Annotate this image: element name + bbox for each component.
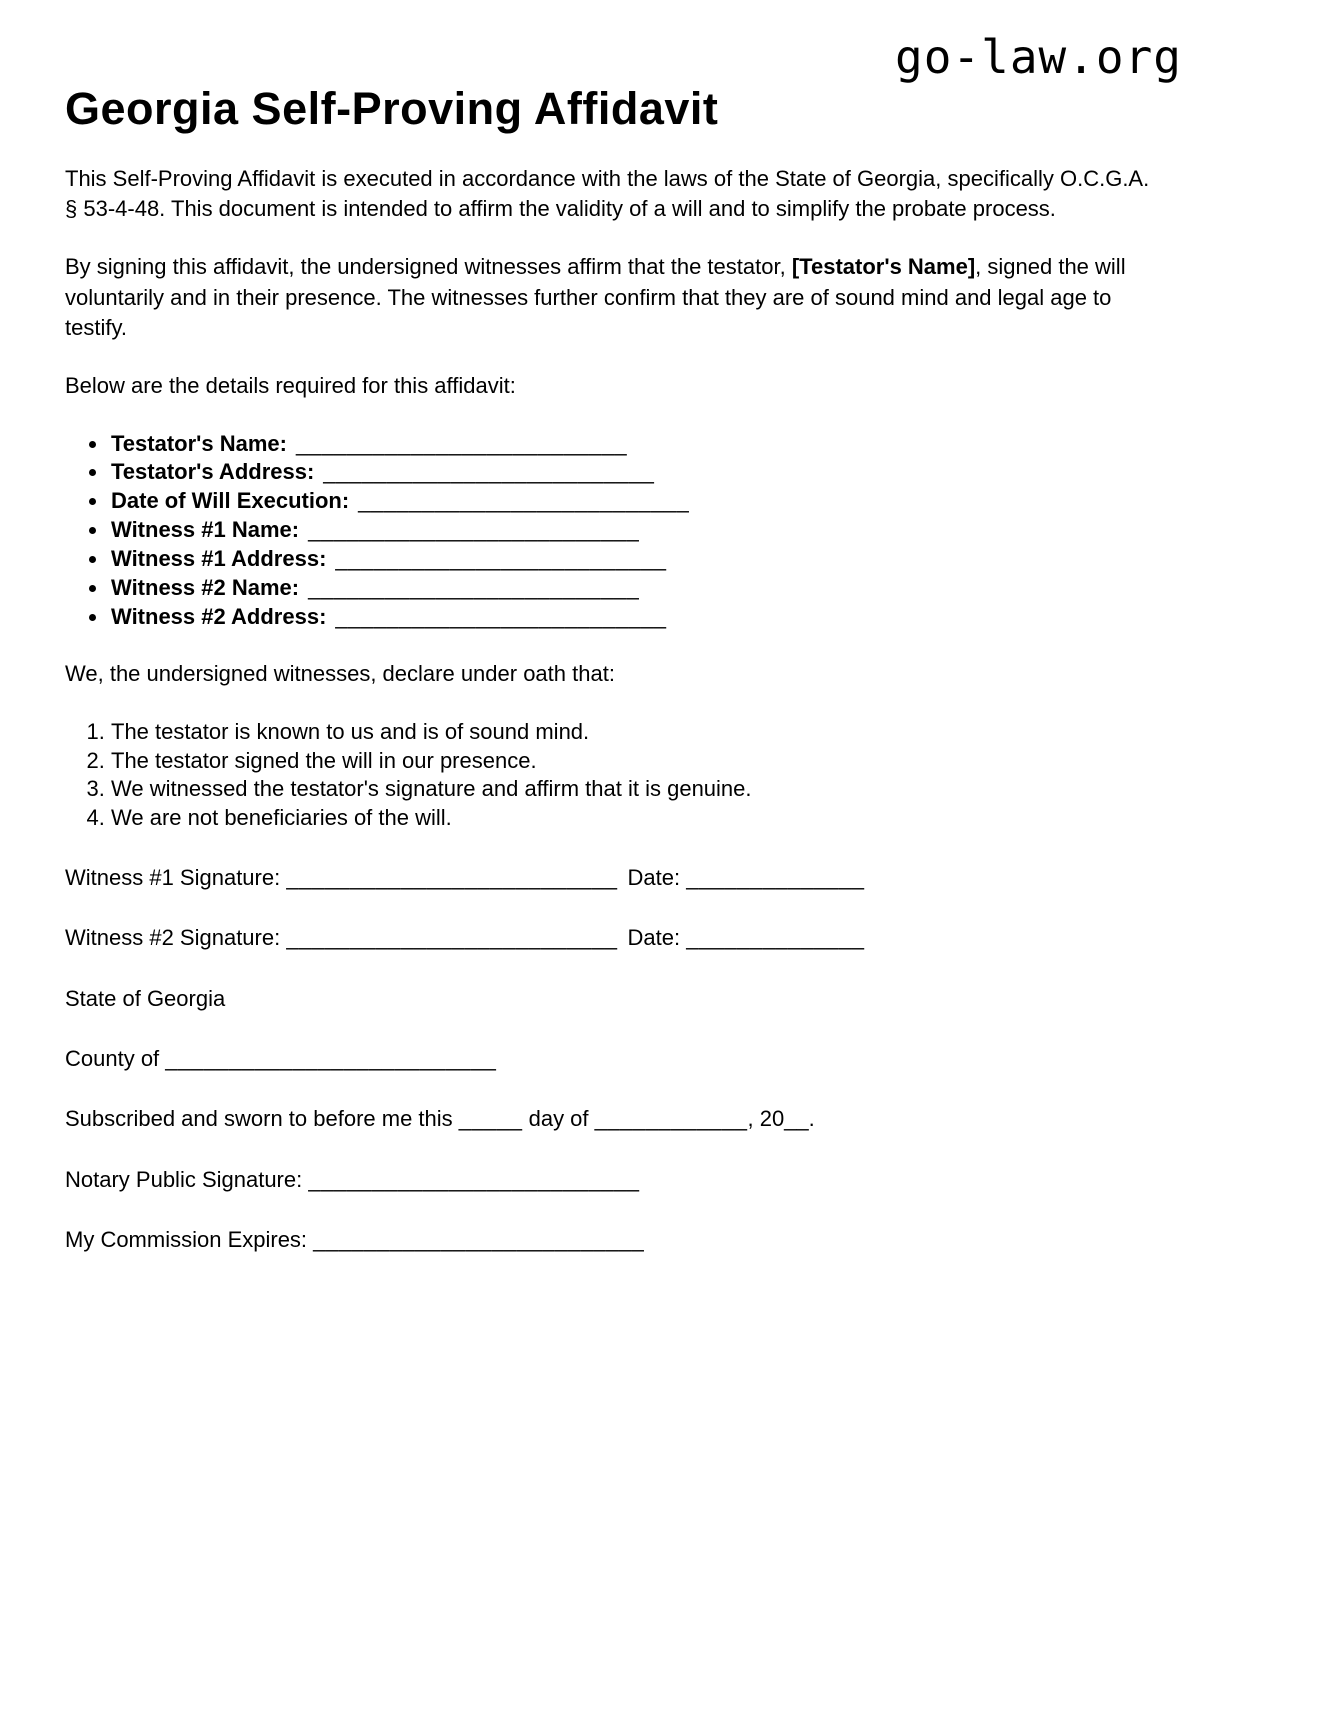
detail-label: Witness #1 Address: xyxy=(111,545,327,571)
detail-label: Testator's Address: xyxy=(111,459,315,485)
declaration-item: 2. The testator signed the will in our presence. xyxy=(111,747,1266,776)
county-label: County of xyxy=(65,1046,160,1072)
declaration-item: 1. The testator is known to us and is of sound mind. xyxy=(111,718,1266,747)
commission-expires-line xyxy=(65,1225,1266,1255)
affirmation-text-pre: By signing this affidavit, the undersigned witnesses affirm that the testator, xyxy=(65,254,786,280)
detail-item-witness2-name xyxy=(109,574,1266,603)
detail-item-witness1-address xyxy=(109,545,1266,574)
sworn-text-mid: day of xyxy=(528,1106,589,1132)
signature-label: Witness #2 Signature: xyxy=(65,925,281,951)
detail-label: Testator's Name: xyxy=(111,430,287,456)
blank-line: __________________________ xyxy=(358,488,690,514)
date-blank-line: ______________ xyxy=(686,925,865,951)
detail-label: Witness #1 Name: xyxy=(111,517,300,543)
declaration-item: 3. We witnessed the testator's signature and affirm that it is genuine. xyxy=(111,775,1266,804)
notary-signature-blank-line: __________________________ xyxy=(308,1166,640,1192)
detail-item-witness2-address xyxy=(109,603,1266,632)
detail-item-witness1-name xyxy=(109,516,1266,545)
date-label: Date: xyxy=(627,925,681,951)
declaration-item: 4. We are not beneficiaries of the will. xyxy=(111,804,1266,833)
blank-line: __________________________ xyxy=(308,574,640,600)
notary-signature-label: Notary Public Signature: xyxy=(65,1166,303,1192)
detail-item-will-execution-date xyxy=(109,487,1266,516)
blank-line: __________________________ xyxy=(296,430,628,456)
date-label: Date: xyxy=(627,864,681,890)
witness1-signature-row xyxy=(65,863,1266,893)
notary-signature-line xyxy=(65,1165,1266,1195)
sworn-statement-line xyxy=(65,1104,1266,1134)
signature-blank-line: __________________________ xyxy=(286,864,618,890)
testator-name-placeholder: [Testator's Name] xyxy=(791,254,976,280)
details-list xyxy=(65,430,1266,632)
date-blank-line: ______________ xyxy=(686,864,865,890)
detail-label: Date of Will Execution: xyxy=(111,488,350,514)
declaration-heading: We, the undersigned witnesses, declare under oath that: xyxy=(65,661,615,687)
detail-item-testator-name xyxy=(109,430,1266,459)
blank-line: __________________________ xyxy=(335,603,667,629)
sworn-text-pre: Subscribed and sworn to before me this xyxy=(65,1106,453,1132)
commission-blank-line: __________________________ xyxy=(313,1227,645,1253)
commission-expires-label: My Commission Expires: xyxy=(65,1227,308,1253)
affirmation-text-post: , signed the will voluntarily and in their presence. The witnesses further confirm that they are of sound mind and legal age to testify. xyxy=(65,254,1126,340)
month-blank-line: ____________ xyxy=(594,1106,748,1132)
details-intro: Below are the details required for this affidavit: xyxy=(65,373,516,399)
state-line: State of Georgia xyxy=(65,985,226,1011)
blank-line: __________________________ xyxy=(308,517,640,543)
intro-paragraph: This Self-Proving Affidavit is executed in accordance with the laws of the State of Georgia, specifically O.C.G.A. § 53-4-48. This document is intended to affirm the validity of a will and to simplify the probate process. xyxy=(65,165,1150,221)
day-blank-line: _____ xyxy=(458,1106,523,1132)
blank-line: __________________________ xyxy=(335,545,667,571)
detail-item-testator-address xyxy=(109,458,1266,487)
detail-label: Witness #2 Name: xyxy=(111,574,300,600)
county-blank-line: __________________________ xyxy=(165,1046,497,1072)
detail-label: Witness #2 Address: xyxy=(111,603,327,629)
witness2-signature-row xyxy=(65,923,1266,953)
witness-affirmation-paragraph xyxy=(65,252,1160,343)
sworn-text-suffix: , 20__. xyxy=(747,1106,815,1132)
signature-blank-line: __________________________ xyxy=(286,925,618,951)
brand-logo: go-law.org xyxy=(895,30,1182,84)
page-title: Georgia Self-Proving Affidavit xyxy=(65,83,719,134)
signature-label: Witness #1 Signature: xyxy=(65,864,281,890)
county-line xyxy=(65,1044,1266,1074)
declarations-list xyxy=(65,718,1266,833)
blank-line: __________________________ xyxy=(323,459,655,485)
